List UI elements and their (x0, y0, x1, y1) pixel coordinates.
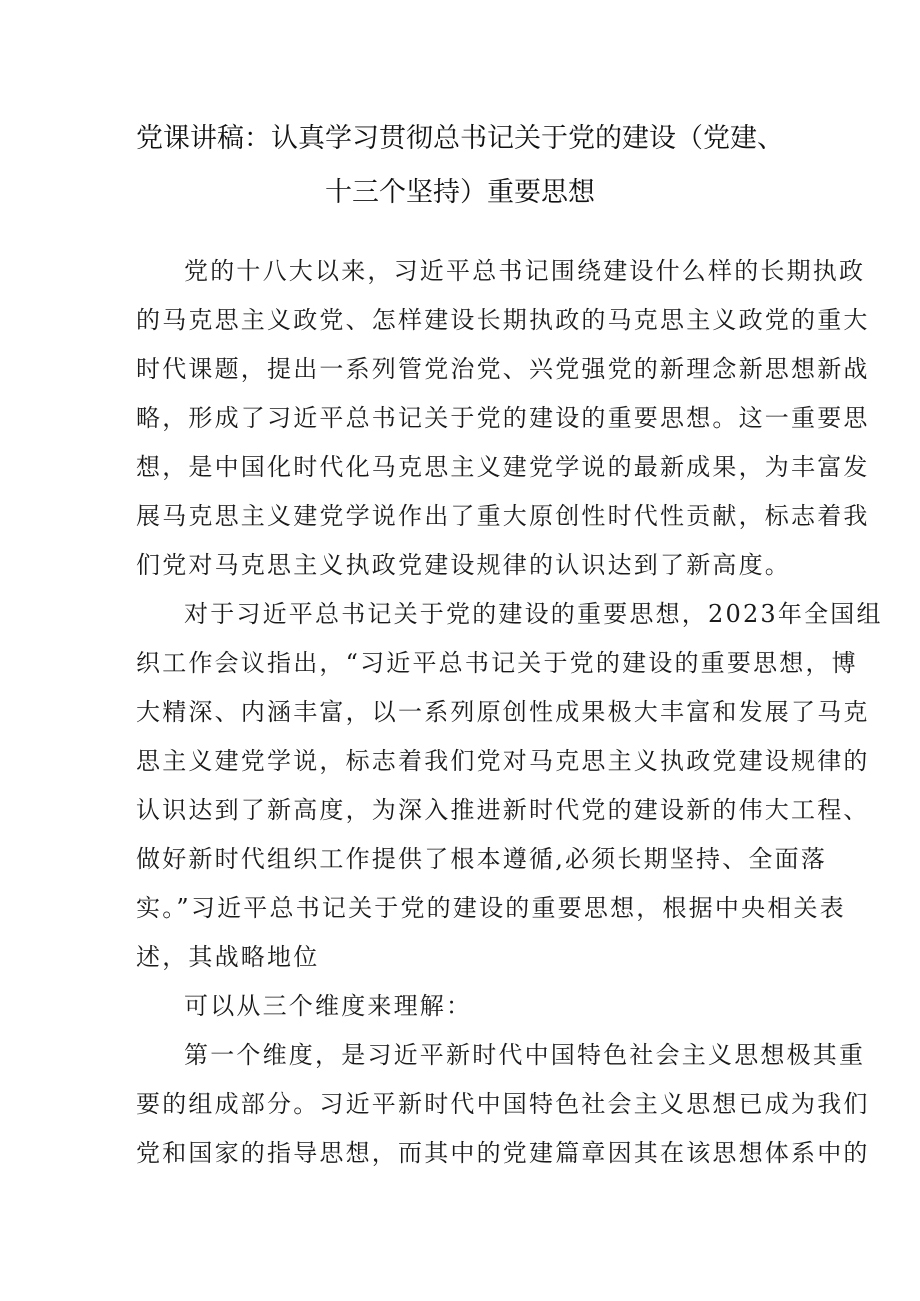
document-title-line-2: 十三个坚持）重要思想 (325, 177, 595, 208)
body-line: 党和国家的指导思想，而其中的党建篇章因其在该思想体系中的 (136, 1139, 870, 1167)
body-line: 大精深、内涵丰富，以一系列原创性成果极大丰富和发展了马克 (136, 698, 870, 726)
body-line: 第一个维度，是习近平新时代中国特色社会主义思想极其重 (184, 1041, 866, 1069)
body-line: 思主义建党学说，标志着我们党对马克思主义执政党建设规律的 (136, 747, 870, 775)
body-line: 党的十八大以来，习近平总书记围绕建设什么样的长期执政 (184, 257, 866, 285)
body-line: 做好新时代组织工作提供了根本遵循,必须长期坚持、全面落 (136, 845, 828, 873)
body-line: 略，形成了习近平总书记关于党的建设的重要思想。这一重要思 (136, 404, 870, 432)
body-line: 展马克思主义建党学说作出了重大原创性时代性贡献，标志着我 (136, 502, 870, 530)
body-line: 们党对马克思主义执政党建设规律的认识达到了新高度。 (136, 551, 791, 579)
body-line: 要的组成部分。习近平新时代中国特色社会主义思想已成为我们 (136, 1090, 870, 1118)
body-line: 对于习近平总书记关于党的建设的重要思想，2023年全国组 (184, 600, 883, 628)
body-line: 实。”习近平总书记关于党的建设的重要思想，根据中央相关表 (136, 894, 846, 922)
body-line: 可以从三个维度来理解： (184, 992, 473, 1020)
body-line: 时代课题，提出一系列管党治党、兴党强党的新理念新思想新战 (136, 355, 870, 383)
body-line: 想，是中国化时代化马克思主义建党学说的最新成果，为丰富发 (136, 453, 870, 481)
body-line: 的马克思主义政党、怎样建设长期执政的马克思主义政党的重大 (136, 306, 870, 334)
body-line: 认识达到了新高度，为深入推进新时代党的建设新的伟大工程、 (136, 796, 870, 824)
document-title-line-1: 党课讲稿：认真学习贯彻总书记关于党的建设（党建、 (136, 123, 784, 154)
body-line: 织工作会议指出，“习近平总书记关于党的建设的重要思想，博 (136, 649, 858, 677)
body-line: 述，其战略地位 (136, 943, 320, 971)
